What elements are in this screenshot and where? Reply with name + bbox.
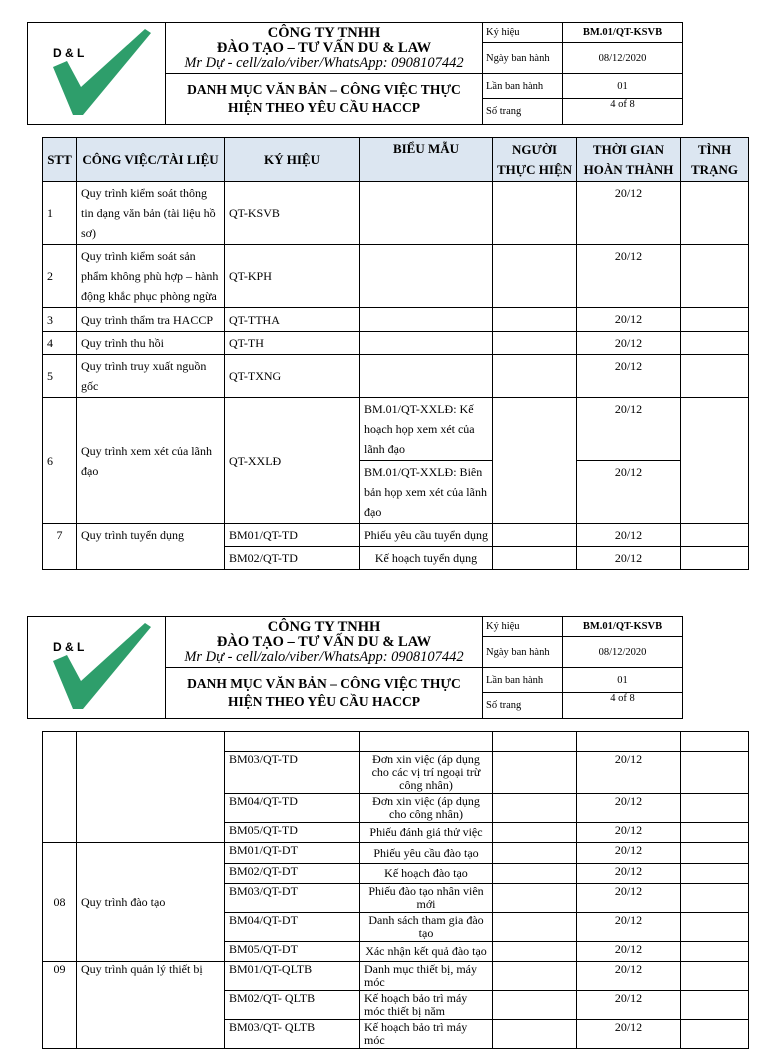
cell-performer <box>493 864 577 884</box>
document-title-line-1: DANH MỤC VĂN BẢN – CÔNG VIỆC THỰC <box>187 82 461 97</box>
table-row <box>43 732 749 752</box>
cell-form: Xác nhận kết quả đào tạo <box>360 942 493 962</box>
cell-performer <box>493 962 577 991</box>
company-contact: Mr Dự - cell/zalo/viber/WhatsApp: 0908107442 <box>184 54 464 71</box>
cell-code: BM02/QT-TD <box>225 547 360 570</box>
cell-form: BM.01/QT-XXLĐ: Biên bản họp xem xét của lãnh đạo <box>360 461 493 524</box>
cell-time: 20/12 <box>577 843 681 864</box>
col-header-status: TÌNH TRẠNG <box>681 138 749 182</box>
cell-time: 20/12 <box>577 355 681 398</box>
cell-form: Phiếu yêu cầu đào tạo <box>360 843 493 864</box>
col-header-time: THỜI GIAN HOÀN THÀNH <box>577 138 681 182</box>
cell-form <box>360 245 493 308</box>
cell-stt: 6 <box>43 398 77 524</box>
cell-time: 20/12 <box>577 1020 681 1049</box>
cell-form <box>360 332 493 355</box>
cell-time: 20/12 <box>577 245 681 308</box>
company-line-2: ĐÀO TẠO – TƯ VẤN DU & LAW <box>216 633 432 650</box>
task-table-page-2 <box>42 731 749 1049</box>
cell-form: Danh mục thiết bị, máy móc <box>360 962 493 991</box>
cell-form: Kế hoạch đào tạo <box>360 864 493 884</box>
cell-time <box>577 732 681 752</box>
cell-code: QT-TXNG <box>225 355 360 398</box>
cell-form: Phiếu đánh giá thử việc <box>360 823 493 843</box>
table-row <box>43 355 749 398</box>
company-name-block <box>166 23 483 74</box>
cell-form: Kế hoạch bảo trì máy móc <box>360 1020 493 1049</box>
meta-value-pages: 4 of 8 <box>563 693 683 719</box>
cell-status <box>681 794 749 823</box>
cell-stt: 4 <box>43 332 77 355</box>
cell-status <box>681 547 749 570</box>
cell-status <box>681 398 749 524</box>
company-logo <box>28 617 166 719</box>
col-header-performer: NGƯỜI THỰC HIỆN <box>493 138 577 182</box>
cell-code: QT-XXLĐ <box>225 398 360 524</box>
cell-task: Quy trình đào tạo <box>77 843 225 962</box>
cell-task: Quy trình xem xét của lãnh đạo <box>77 398 225 524</box>
cell-performer <box>493 991 577 1020</box>
cell-stt: 7 <box>43 524 77 570</box>
cell-form: Phiếu đào tạo nhân viên mới <box>360 884 493 913</box>
cell-code: QT-KSVB <box>225 182 360 245</box>
cell-task: Quy trình thu hồi <box>77 332 225 355</box>
table-header-row <box>43 138 749 182</box>
cell-performer <box>493 332 577 355</box>
cell-status <box>681 962 749 991</box>
meta-value-code: BM.01/QT-KSVB <box>563 23 683 43</box>
cell-time: 20/12 <box>577 864 681 884</box>
cell-performer <box>493 732 577 752</box>
cell-time: 20/12 <box>577 547 681 570</box>
cell-code: BM03/QT- QLTB <box>225 1020 360 1049</box>
meta-label-issue: Lần ban hành <box>483 74 563 99</box>
cell-task: Quy trình thẩm tra HACCP <box>77 308 225 332</box>
cell-status <box>681 843 749 864</box>
cell-code: BM02/QT-DT <box>225 864 360 884</box>
meta-label-date: Ngày ban hành <box>483 43 563 74</box>
cell-performer <box>493 524 577 547</box>
cell-code: BM04/QT-DT <box>225 913 360 942</box>
cell-time: 20/12 <box>577 991 681 1020</box>
cell-performer <box>493 752 577 794</box>
cell-code: BM02/QT- QLTB <box>225 991 360 1020</box>
checkmark-logo-icon <box>37 617 157 713</box>
cell-performer <box>493 398 577 524</box>
cell-performer <box>493 884 577 913</box>
cell-form: Phiếu yêu cầu tuyển dụng <box>360 524 493 547</box>
cell-stt: 1 <box>43 182 77 245</box>
cell-time: 20/12 <box>577 182 681 245</box>
col-header-code: KÝ HIỆU <box>225 138 360 182</box>
cell-status <box>681 732 749 752</box>
cell-code: QT-TTHA <box>225 308 360 332</box>
cell-performer <box>493 942 577 962</box>
cell-task: Quy trình tuyển dụng <box>77 524 225 570</box>
cell-code: BM04/QT-TD <box>225 794 360 823</box>
cell-form <box>360 732 493 752</box>
cell-form: Kế hoạch bảo trì máy móc thiết bị năm <box>360 991 493 1020</box>
cell-status <box>681 182 749 245</box>
cell-code: BM05/QT-TD <box>225 823 360 843</box>
cell-stt: 08 <box>43 843 77 962</box>
cell-performer <box>493 355 577 398</box>
cell-stt: 3 <box>43 308 77 332</box>
cell-form: Đơn xin việc (áp dụng cho công nhân) <box>360 794 493 823</box>
cell-status <box>681 752 749 794</box>
meta-value-date: 08/12/2020 <box>563 43 683 74</box>
cell-performer <box>493 823 577 843</box>
cell-time: 20/12 <box>577 332 681 355</box>
cell-time: 20/12 <box>577 752 681 794</box>
cell-status <box>681 991 749 1020</box>
meta-value-pages: 4 of 8 <box>563 99 683 125</box>
cell-time: 20/12 <box>577 823 681 843</box>
cell-code: BM01/QT-DT <box>225 843 360 864</box>
cell-form <box>360 308 493 332</box>
cell-performer <box>493 843 577 864</box>
cell-form: Danh sách tham gia đào tạo <box>360 913 493 942</box>
cell-time: 20/12 <box>577 461 681 524</box>
cell-status <box>681 332 749 355</box>
cell-form <box>360 355 493 398</box>
company-line-1: CÔNG TY TNHH <box>267 618 381 635</box>
meta-value-issue: 01 <box>563 74 683 99</box>
cell-time: 20/12 <box>577 794 681 823</box>
document-header <box>27 22 683 125</box>
cell-performer <box>493 794 577 823</box>
meta-value-code: BM.01/QT-KSVB <box>563 617 683 637</box>
cell-task: Quy trình truy xuất nguồn gốc <box>77 355 225 398</box>
cell-stt: 2 <box>43 245 77 308</box>
company-contact: Mr Dự - cell/zalo/viber/WhatsApp: 0908107442 <box>184 648 464 665</box>
meta-label-code: Ký hiệu <box>483 23 563 43</box>
document-title-line-2: HIỆN THEO YÊU CẦU HACCP <box>227 694 421 709</box>
cell-code: BM03/QT-TD <box>225 752 360 794</box>
table-row <box>43 524 749 547</box>
meta-label-pages: Số trang <box>483 99 563 125</box>
cell-task: Quy trình kiểm soát thông tin dạng văn bản (tài liệu hồ sơ) <box>77 182 225 245</box>
cell-task: Quy trình kiểm soát sản phẩm không phù hợp – hành động khắc phục phòng ngừa <box>77 245 225 308</box>
cell-performer <box>493 182 577 245</box>
cell-code: QT-TH <box>225 332 360 355</box>
cell-task <box>77 732 225 843</box>
cell-time: 20/12 <box>577 308 681 332</box>
cell-performer <box>493 308 577 332</box>
cell-code: QT-KPH <box>225 245 360 308</box>
cell-code: BM01/QT-QLTB <box>225 962 360 991</box>
cell-stt: 5 <box>43 355 77 398</box>
cell-code <box>225 732 360 752</box>
cell-time: 20/12 <box>577 942 681 962</box>
document-title-line-2: HIỆN THEO YÊU CẦU HACCP <box>227 100 421 115</box>
document-title-line-1: DANH MỤC VĂN BẢN – CÔNG VIỆC THỰC <box>187 676 461 691</box>
cell-performer <box>493 547 577 570</box>
col-header-stt: STT <box>43 138 77 182</box>
cell-form: Kế hoạch tuyển dụng <box>360 547 493 570</box>
table-row <box>43 332 749 355</box>
meta-label-issue: Lần ban hành <box>483 668 563 693</box>
table-row <box>43 962 749 991</box>
task-table-page-1 <box>42 137 749 570</box>
cell-task: Quy trình quản lý thiết bị <box>77 962 225 1049</box>
col-header-form: BIỂU MẪU <box>360 138 493 182</box>
company-logo <box>28 23 166 125</box>
cell-status <box>681 942 749 962</box>
document-title <box>166 74 483 125</box>
document-title <box>166 668 483 719</box>
cell-time: 20/12 <box>577 524 681 547</box>
cell-time: 20/12 <box>577 913 681 942</box>
cell-form: Đơn xin việc (áp dụng cho các vị trí ngoại trừ công nhân) <box>360 752 493 794</box>
cell-status <box>681 355 749 398</box>
company-line-1: CÔNG TY TNHH <box>267 24 381 41</box>
meta-value-date: 08/12/2020 <box>563 637 683 668</box>
meta-label-date: Ngày ban hành <box>483 637 563 668</box>
cell-performer <box>493 913 577 942</box>
table-row <box>43 843 749 864</box>
table-row <box>43 308 749 332</box>
cell-status <box>681 245 749 308</box>
cell-code: BM01/QT-TD <box>225 524 360 547</box>
cell-status <box>681 308 749 332</box>
cell-time: 20/12 <box>577 962 681 991</box>
cell-form <box>360 182 493 245</box>
logo-text: D & L <box>52 46 84 60</box>
table-row <box>43 245 749 308</box>
cell-code: BM03/QT-DT <box>225 884 360 913</box>
cell-status <box>681 823 749 843</box>
logo-text: D & L <box>52 640 84 654</box>
table-row <box>43 182 749 245</box>
cell-status <box>681 884 749 913</box>
company-name-block <box>166 617 483 668</box>
cell-status <box>681 913 749 942</box>
cell-form: BM.01/QT-XXLĐ: Kế hoạch họp xem xét của lãnh đạo <box>360 398 493 461</box>
cell-time: 20/12 <box>577 884 681 913</box>
table-row <box>43 398 749 461</box>
cell-code: BM05/QT-DT <box>225 942 360 962</box>
meta-label-code: Ký hiệu <box>483 617 563 637</box>
cell-stt: 09 <box>43 962 77 1049</box>
cell-status <box>681 864 749 884</box>
meta-value-issue: 01 <box>563 668 683 693</box>
cell-status <box>681 524 749 547</box>
checkmark-logo-icon <box>37 23 157 119</box>
cell-time: 20/12 <box>577 398 681 461</box>
cell-stt <box>43 732 77 843</box>
document-header <box>27 616 683 719</box>
company-line-2: ĐÀO TẠO – TƯ VẤN DU & LAW <box>216 39 432 56</box>
meta-label-pages: Số trang <box>483 693 563 719</box>
cell-performer <box>493 245 577 308</box>
col-header-task: CÔNG VIỆC/TÀI LIỆU <box>77 138 225 182</box>
